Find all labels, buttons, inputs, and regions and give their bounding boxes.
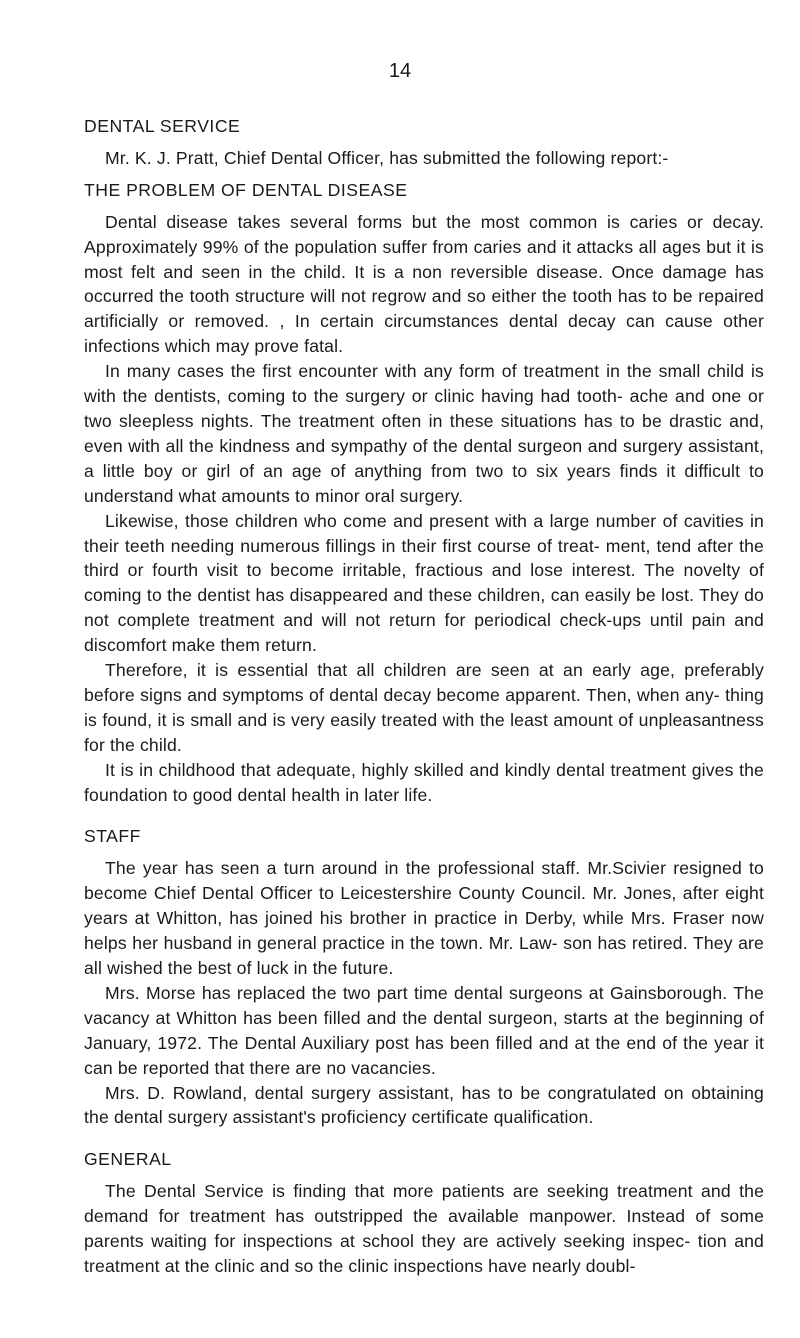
- section-title-general: GENERAL: [84, 1149, 172, 1170]
- problem-paragraph-5: It is in childhood that adequate, highly skilled and kindly dental treatment gives the foundation to good dental health in later life.: [84, 759, 764, 805]
- problem-paragraph-3: Likewise, those children who come and present with a large number of cavities in their teeth needing numerous fillings in their first course of treat- ment, tend after the third or fourth visit to become irritable, fractious and lose interest. The novelty of coming to the dentist has disappeared and these children, can easily be lost. They do not complete treatment and will not return for periodical check-ups until pain and discomfort make them return.: [84, 510, 764, 656]
- intro-paragraph: Mr. K. J. Pratt, Chief Dental Officer, has submitted the following report:-: [105, 147, 669, 168]
- general-paragraph-1: The Dental Service is finding that more patients are seeking treatment and the demand for treatment has outstripped the available manpower. Instead of some parents waiting for inspections at school they are actively seeking inspec- tion and treatment at the clinic and so the clinic inspections have nearly doubl-: [84, 1181, 764, 1276]
- problem-paragraph-1: Dental disease takes several forms but the most common is caries or decay. Approximately 99% of the population suffer from caries and it attacks all ages but it is most felt and seen in the child. It is a non reversible disease. Once damage has occurred the tooth structure will not regrow and so either the tooth has to be repaired artificially or removed. , In certain circumstances dental decay can cause other infections which may prove fatal.: [84, 211, 764, 357]
- staff-paragraph-1: The year has seen a turn around in the professional staff. Mr.Scivier resigned to become Chief Dental Officer to Leicestershire County Council. Mr. Jones, after eight years at Whitton, has joined his brother in practice in Derby, while Mrs. Fraser now helps her husband in general practice in the town. Mr. Law- son has retired. They are all wished the best of luck in the future.: [84, 858, 764, 978]
- problem-paragraph-2: In many cases the first encounter with any form of treatment in the small child is with the dentists, coming to the surgery or clinic having had tooth- ache and one or two sleepless nights. The treatment often in these situations has to be drastic and, even with all the kindness and sympathy of the dental surgeon and surgery assistant, a little boy or girl of an age of anything from two to six years finds it difficult to understand what amounts to minor oral surgery.: [84, 361, 764, 506]
- problem-paragraph-4: Therefore, it is essential that all children are seen at an early age, preferably before signs and symptoms of dental decay become apparent. Then, when any- thing is found, it is small and is very easily treated with the least amount of unpleasantness for the child.: [84, 660, 764, 755]
- section-title-dental-service: DENTAL SERVICE: [84, 116, 241, 136]
- staff-paragraph-3: Mrs. D. Rowland, dental surgery assistant, has to be congratulated on obtaining the dental surgery assistant's proficiency certificate qualification.: [84, 1082, 764, 1128]
- section-title-problem: THE PROBLEM OF DENTAL DISEASE: [84, 179, 408, 200]
- report-body: [84, 114, 764, 1279]
- section-title-staff: STAFF: [84, 826, 141, 847]
- page-number: 14: [388, 60, 412, 82]
- staff-paragraph-2: Mrs. Morse has replaced the two part time dental surgeons at Gainsborough. The vacancy at Whitton has been filled and the dental surgeon, starts at the beginning of January, 1972. The Dental Auxiliary post has been filled and at the end of the year it can be reported that there are no vacancies.: [84, 982, 764, 1078]
